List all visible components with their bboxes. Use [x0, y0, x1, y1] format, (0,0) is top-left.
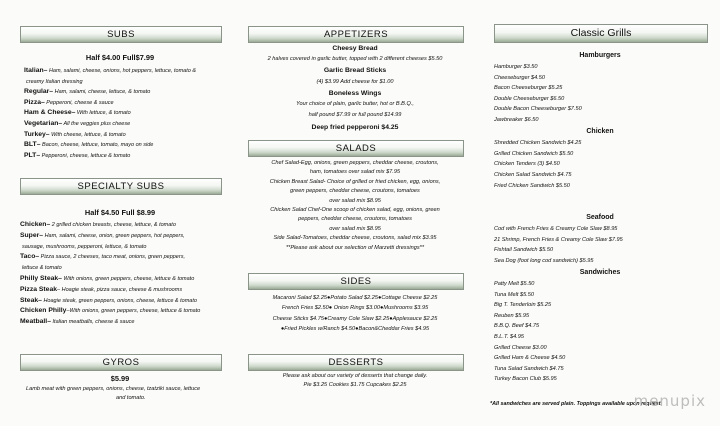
- menu-item: [20, 221, 176, 229]
- side-line: French Fries $2.50● Onion Rings $3.00●Mushrooms $3.95: [281, 305, 429, 312]
- salad-line: over salad mix $8.95: [329, 225, 381, 232]
- seafood-title: Seafood: [586, 214, 614, 221]
- side-line: Cheese Sticks $4.75●Creamy Cole Slaw $2.25●Applesauce $2.25: [272, 315, 438, 322]
- appetizer-line: (4) $3.99 Add cheese for $1.00: [316, 79, 394, 85]
- salad-line: ham, tomatoes over salad mix $7.95: [309, 169, 401, 176]
- specialty-subs-price: Half $4.50 Full $8.99: [84, 208, 156, 217]
- grill-item: Grilled Ham & Cheese $4.50: [494, 355, 566, 362]
- appetizer-line: Garlic Bread Sticks: [323, 67, 387, 74]
- menu-item: [20, 318, 134, 326]
- subs-header: SUBS: [20, 26, 222, 43]
- grill-item: Chicken Tenders (3) $4.50: [494, 161, 560, 168]
- appetizer-line: Boneless Wings: [328, 90, 382, 97]
- item-name: Chicken–: [20, 221, 51, 228]
- salad-line: Side Salad-Tomatoes, cheddar cheese, croutons, salad mix $3.95: [273, 235, 437, 242]
- item-name: Regular–: [24, 88, 54, 96]
- item-name: PLT–: [24, 151, 41, 159]
- gyros-description: Lamb meat with green peppers, onions, cheese, tzatziki sauce, lettuce: [26, 386, 201, 392]
- menu-item: [24, 141, 153, 149]
- item-name: Chicken Philly: [20, 307, 67, 315]
- item-name: Turkey–: [24, 130, 50, 138]
- item-name: Philly Steak–: [20, 275, 62, 282]
- desserts-note: Please ask about our variety of desserts that change daily.: [282, 373, 428, 379]
- menu-item: [20, 297, 197, 305]
- grill-item: Fried Chicken Sandwich $5.50: [494, 182, 570, 189]
- item-description: Ham, salami, cheese, onions, hot peppers, lettuce, tomato &: [47, 68, 196, 74]
- salad-line: green peppers, cheddar cheese, croutons, tomatoes: [290, 188, 420, 195]
- gyros-price: $5.99: [110, 374, 130, 383]
- grill-item: Cheeseburger $4.50: [494, 74, 546, 81]
- salad-line: **Please ask about our selection of Marzetti dressings**: [285, 244, 425, 251]
- appetizer-line: Deep fried pepperoni $4.25: [311, 124, 399, 131]
- menu-item: [24, 88, 150, 96]
- classic-grills-header: Classic Grills: [494, 24, 708, 43]
- item-description: Pepperoni, cheese & sauce: [44, 99, 114, 106]
- salad-line: Chicken Salad Chef-One scoop of chicken salad, egg, onions, green: [270, 207, 440, 213]
- item-name: Steak–: [20, 296, 42, 304]
- grill-item: B.B.Q. Beef $4.75: [494, 323, 540, 330]
- item-name: Taco–: [20, 253, 40, 261]
- menu-item: [20, 275, 194, 283]
- sandwiches-title: Sandwiches: [579, 269, 621, 276]
- salad-line: peppers, cheddar cheese, croutons, tomatoes: [298, 216, 412, 223]
- desserts-prices: Pie $3.25 Cookies $1.75 Cupcakes $2.25: [303, 382, 407, 388]
- item-description: All the veggies plus cheese: [62, 121, 131, 127]
- grill-item: Hamburger $3.50: [494, 64, 538, 70]
- item-description: 2 grilled chicken breasts, cheese, lettuce, & tomato: [50, 222, 176, 228]
- watermark-logo: menupix: [633, 392, 706, 410]
- appetizer-line: Cheesy Bread: [332, 45, 378, 52]
- item-description: With lettuce, & tomato: [75, 110, 131, 117]
- grill-item: Patty Melt $5.50: [494, 281, 535, 287]
- menu-item: [20, 232, 185, 240]
- menu-item: [24, 120, 130, 128]
- grill-item: Double Cheeseburger $6.50: [494, 95, 565, 102]
- menu-item: [20, 307, 200, 315]
- salad-line: Chef Salad-Egg, onions, green peppers, cheddar cheese, croutons,: [271, 160, 439, 166]
- item-description: sausage, mushrooms, pepperoni, lettuce, & tomato: [22, 243, 147, 250]
- grill-item: B.L.T. $4.95: [494, 334, 524, 340]
- item-description: Hoagie steak, green peppers, onions, cheese, lettuce & tomato: [41, 297, 197, 304]
- menu-item: [24, 131, 126, 139]
- gyros-description-2: and tomato.: [116, 395, 146, 401]
- grill-item: Double Bacon Cheeseburger $7.50: [494, 106, 582, 112]
- item-description: lettuce & tomato: [22, 265, 62, 272]
- grill-item: Reuben $5.95: [494, 312, 530, 319]
- item-name: Pizza–: [24, 98, 45, 106]
- gyros-header: GYROS: [20, 354, 222, 371]
- item-name: Pizza Steak: [20, 285, 58, 293]
- item-description: Ham, salami, cheese, onion, green peppers, hot peppers,: [43, 232, 185, 239]
- grill-item: Jawbreaker $6.50: [494, 116, 539, 123]
- side-line: Macaroni Salad $2.25●Potato Salad $2.25●Cottage Cheese $2.25: [272, 295, 438, 301]
- grill-item: Cod with French Fries & Creamy Cole Slaw $8.95: [494, 226, 618, 232]
- item-description: Pepperoni, cheese, lettuce & tomato: [40, 152, 131, 159]
- grill-item: Sea Dog (foot long cod sandwich) $5.95: [494, 257, 594, 264]
- menu-item: [24, 152, 130, 160]
- item-name: BLT–: [24, 141, 41, 149]
- grill-item: Tuna Melt $5.50: [494, 291, 535, 298]
- grill-item: Grilled Chicken Sandwich $5.50: [494, 150, 574, 157]
- item-description: –With onions, green peppers, cheese, lettuce & tomato: [66, 308, 201, 315]
- item-description: With cheese, lettuce, & tomato: [49, 131, 126, 138]
- item-description: Pizza sauce, 2 cheeses, taco meat, onions, green peppers,: [39, 254, 185, 261]
- item-name: Italian–: [24, 67, 48, 74]
- appetizer-line: 2 halves covered in garlic butter, topped with 2 different cheeses $5.50: [267, 56, 443, 62]
- item-name: Meatball–: [20, 318, 51, 326]
- grill-item: Turkey Bacon Club $5.95: [494, 376, 557, 383]
- grill-item: Chicken Salad Sandwich $4.75: [494, 172, 572, 179]
- item-name: Super–: [20, 231, 44, 239]
- appetizers-header: APPETIZERS: [248, 26, 464, 43]
- item-description: – Hoagie steak, pizza sauce, cheese & mushrooms: [57, 286, 183, 293]
- menu-item: [24, 99, 114, 107]
- appetizer-line: Your choice of plain, garlic butter, hot or B.B.Q.,: [296, 101, 414, 107]
- grill-item: Shredded Chicken Sandwich $4.25: [494, 140, 582, 146]
- chicken-title: Chicken: [586, 128, 614, 135]
- salad-line: Chicken Breast Salad- Choice of grilled or fried chicken, egg, onions,: [269, 178, 441, 185]
- grill-item: 21 Shrimp, French Fries & Creamy Cole Slaw $7.95: [494, 236, 623, 243]
- side-line: ●Fried Pickles w/Ranch $4.50●Bacon&Cheddar Fries $4.95: [280, 325, 430, 332]
- item-description: Ham, salami, cheese, lettuce, & tomato: [53, 89, 151, 96]
- menu-item: [24, 67, 196, 75]
- grill-item: Tuna Salad Sandwich $4.75: [494, 365, 564, 372]
- salads-header: SALADS: [248, 140, 464, 157]
- subs-price: Half $4.00 Full$7.99: [85, 53, 155, 62]
- menu-item: [20, 286, 182, 294]
- specialty-subs-header: SPECIALTY SUBS: [20, 178, 222, 195]
- item-description: With onions, green peppers, cheese, lettuce & tomato: [61, 276, 195, 282]
- grill-item: Grilled Cheese $3.00: [494, 344, 547, 351]
- menu-item: [22, 243, 146, 251]
- item-description: Italian meatballs, cheese & sauce: [50, 319, 135, 326]
- item-description: creamy Italian dressing: [26, 78, 83, 85]
- grill-item: Fishtail Sandwich $5.50: [494, 247, 554, 253]
- menu-item: [22, 264, 62, 272]
- item-description: Bacon, cheese, lettuce, tomato, mayo on side: [40, 142, 154, 149]
- hamburgers-title: Hamburgers: [579, 52, 621, 59]
- item-name: Vegetarian–: [24, 120, 63, 127]
- menu-item: [26, 78, 83, 86]
- salad-line: over salad mix $8.95: [329, 197, 381, 204]
- item-name: Ham & Cheese–: [24, 109, 76, 117]
- grill-item: Big T. Tenderloin $5.25: [494, 302, 552, 309]
- desserts-header: DESSERTS: [248, 354, 464, 371]
- sides-header: SIDES: [248, 273, 464, 290]
- appetizer-line: half pound $7.99 or full pound $14.99: [308, 112, 402, 118]
- sandwich-footnote: *All sandwiches are served plain. Toppings available upon request.: [490, 401, 663, 407]
- menu-item: [20, 253, 185, 261]
- menu-item: [24, 109, 131, 117]
- grill-item: Bacon Cheeseburger $5.25: [494, 85, 563, 91]
